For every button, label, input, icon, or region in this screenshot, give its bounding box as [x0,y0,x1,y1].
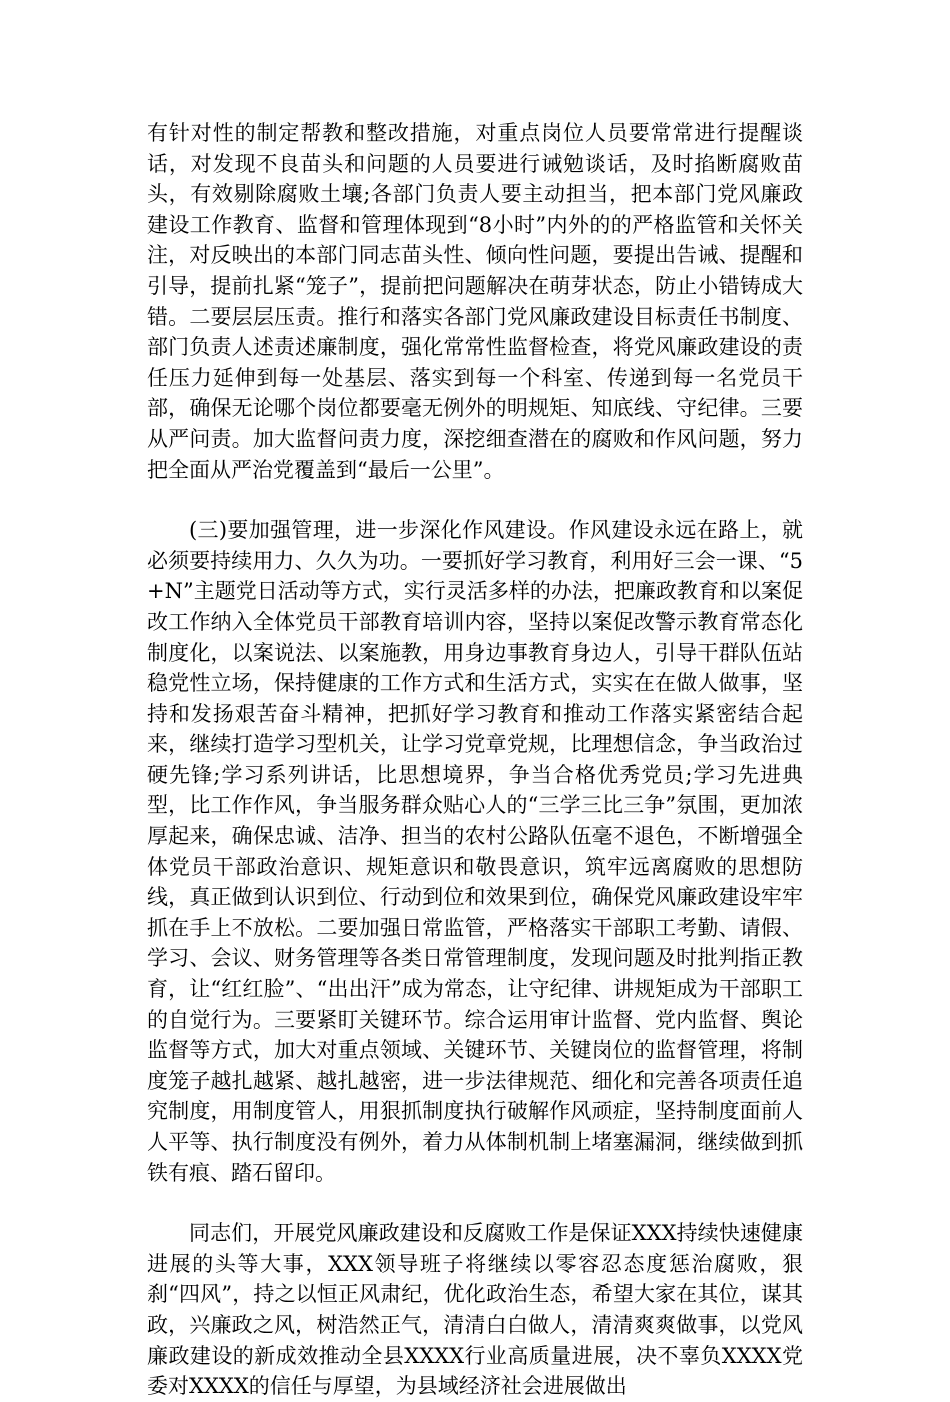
paragraph-responsibility: 有针对性的制定帮教和整改措施，对重点岗位人员要常常进行提醒谈话，对发现不良苗头和问题的人员要进行诫勉谈话，及时掐断腐败苗头，有效剔除腐败土壤;各部门负责人要主动担当，把本部门党风廉政建设工作教育、监督和管理体现到“8小时”内外的的严格监管和关怀关注，对反映出的本部门同志苗头性、倾向性问题，要提出告诫、提醒和引导，提前扎紧“笼子”，提前把问题解决在萌芽状态，防止小错铸成大错。二要层层压责。推行和落实各部门党风廉政建设目标责任书制度、部门负责人述责述廉制度，强化常常性监督检查，将党风廉政建设的责任压力延伸到每一处基层、落实到每一个科室、传递到每一名党员干部，确保无论哪个岗位都要毫无例外的明规矩、知底线、守纪律。三要从严问责。加大监督问责力度，深挖细查潜在的腐败和作风问题，努力把全面从严治党覆盖到“最后一公里”。 [147,121,803,482]
paragraph-closing: 同志们，开展党风廉政建设和反腐败工作是保证XXX持续快速健康进展的头等大事，XXX领导班子将继续以零容忍态度惩治腐败，狠刹“四风”，持之以恒正风肃纪，优化政治生态，希望大家在其位，谋其政，兴廉政之风，树浩然正气，清清白白做人，清清爽爽做事，以党风廉政建设的新成效推动全县XXXX行业高质量进展，决不辜负XXXX党委对XXXX的信任与厚望，为县域经济社会进展做出 [147,1221,803,1399]
document-body [147,118,803,1402]
paragraph-management: (三)要加强管理，进一步深化作风建设。作风建设永远在路上，就必须要持续用力、久久为功。一要抓好学习教育，利用好三会一课、“5+N”主题党日活动等方式，实行灵活多样的办法，把廉政教育和以案促改工作纳入全体党员干部教育培训内容，坚持以案促改警示教育常态化制度化，以案说法、以案施教，用身边事教育身边人，引导干群队伍站稳党性立场，保持健康的工作方式和生活方式，实实在在做人做事，坚持和发扬艰苦奋斗精神，把抓好学习教育和推动工作落实紧密结合起来，继续打造学习型机关，让学习党章党规，比理想信念，争当政治过硬先锋;学习系列讲话，比思想境界，争当合格优秀党员;学习先进典型，比工作作风，争当服务群众贴心人的“三学三比三争”氛围，更加浓厚起来，确保忠诚、洁净、担当的农村公路队伍毫不退色，不断增强全体党员干部政治意识、规矩意识和敬畏意识，筑牢远离腐败的思想防线，真正做到认识到位、行动到位和效果到位，确保党风廉政建设牢牢抓在手上不放松。二要加强日常监管，严格落实干部职工考勤、请假、学习、会议、财务管理等各类日常管理制度，发现问题及时批判指正教育，让“红红脸”、“出出汗”成为常态，让守纪律、讲规矩成为干部职工的自觉行为。三要紧盯关键环节。综合运用审计监督、党内监督、舆论监督等方式，加大对重点领域、关键环节、关键岗位的监督管理，将制度笼子越扎越紧、越扎越密，进一步法律规范、细化和完善各项责任追究制度，用制度管人，用狠抓制度执行破解作风顽症，坚持制度面前人人平等、执行制度没有例外，着力从体制机制上堵塞漏洞，继续做到抓铁有痕、踏石留印。 [147,518,803,1185]
